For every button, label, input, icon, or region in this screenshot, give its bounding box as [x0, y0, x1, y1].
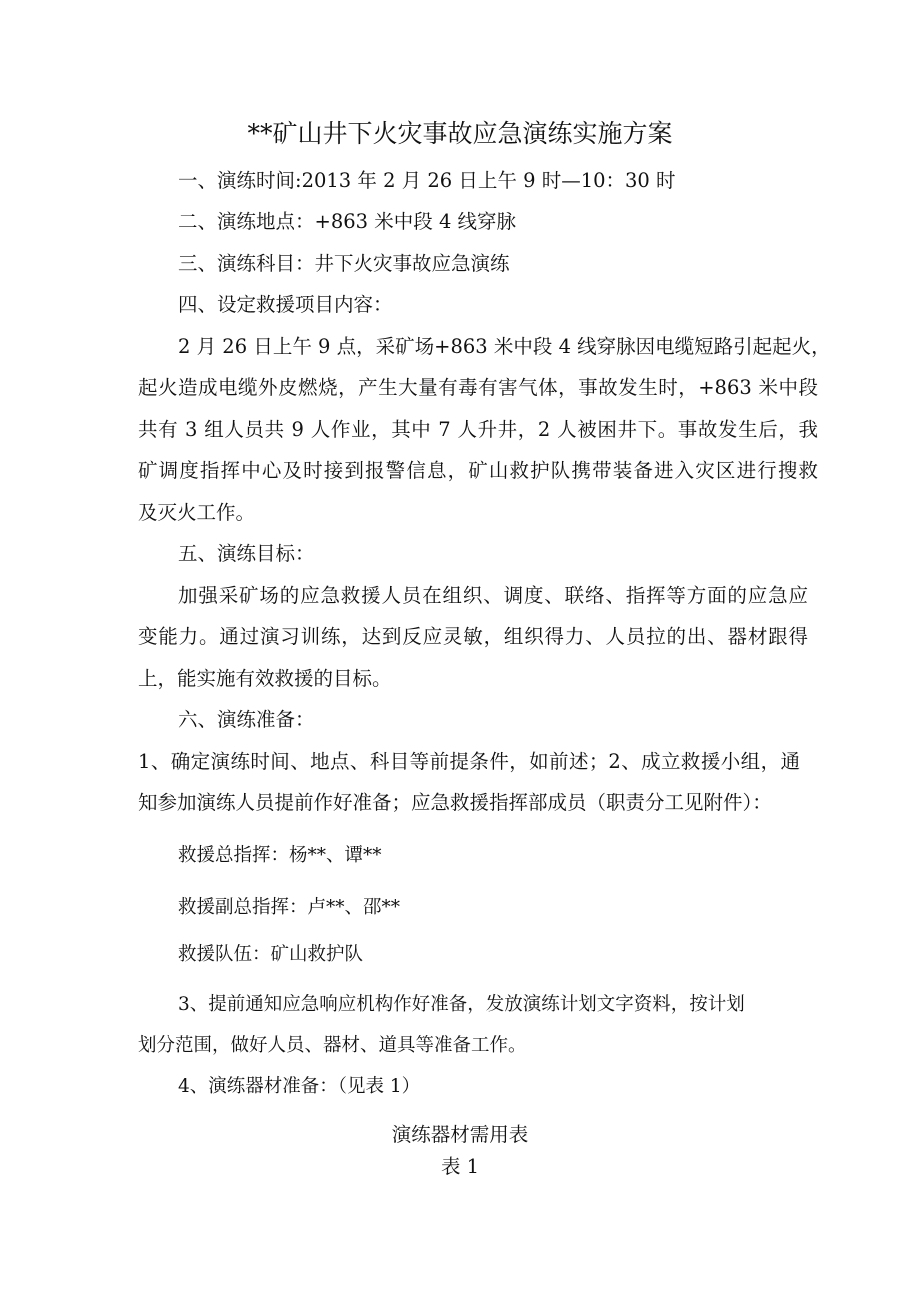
section-6-heading: 六、演练准备：	[178, 708, 315, 731]
section-4-heading: 四、设定救援项目内容：	[178, 293, 393, 316]
goal-line-3: 上，能实施有效救援的目标。	[138, 667, 392, 690]
table-label: 表 1	[440, 1155, 480, 1178]
goal-line-2: 变能力。通过演习训练，达到反应灵敏，组织得力、人员拉的出、器材跟得	[138, 625, 808, 648]
document-title: **矿山井下火灾事故应急演练实施方案	[247, 119, 673, 148]
equipment-prep: 4、演练器材准备：（见表 1）	[178, 1076, 421, 1097]
notify-line-1: 3、提前通知应急响应机构作好准备，发放演练计划文字资料，按计划	[178, 994, 745, 1015]
section-2-location: 二、演练地点：+863 米中段 4 线穿脉	[178, 210, 517, 233]
section-5-heading: 五、演练目标：	[178, 542, 315, 565]
scenario-line-3: 共有 3 组人员共 9 人作业，其中 7 人升井，2 人被困井下。事故发生后，我	[138, 418, 818, 441]
notify-line-2: 划分范围，做好人员、器材、道具等准备工作。	[138, 1035, 527, 1056]
section-1-time: 一、演练时间:2013 年 2 月 26 日上午 9 时—10：30 时	[178, 169, 676, 192]
table-caption: 演练器材需用表	[391, 1123, 529, 1146]
rescue-commander: 救援总指挥：杨**、谭**	[178, 845, 382, 866]
scenario-line-1: 2 月 26 日上午 9 点，采矿场+863 米中段 4 线穿脉因电缆短路引起起火，	[178, 335, 831, 358]
prep-line-1: 1、确定演练时间、地点、科目等前提条件，如前述；2、成立救援小组，通	[138, 750, 800, 773]
prep-line-2: 知参加演练人员提前作好准备；应急救援指挥部成员（职责分工见附件）：	[138, 791, 772, 814]
scenario-line-2: 起火造成电缆外皮燃烧，产生大量有毒有害气体，事故发生时，+863 米中段	[138, 376, 818, 399]
rescue-deputy-commander: 救援副总指挥：卢**、邵**	[178, 897, 401, 918]
scenario-line-5: 及灭火工作。	[138, 501, 256, 524]
rescue-team: 救援队伍：矿山救护队	[178, 944, 364, 965]
section-3-subject: 三、演练科目：井下火灾事故应急演练	[178, 252, 510, 275]
scenario-line-4: 矿调度指挥中心及时接到报警信息，矿山救护队携带装备进入灾区进行搜救	[138, 459, 818, 482]
goal-line-1: 加强采矿场的应急救援人员在组织、调度、联络、指挥等方面的应急应	[178, 584, 808, 607]
